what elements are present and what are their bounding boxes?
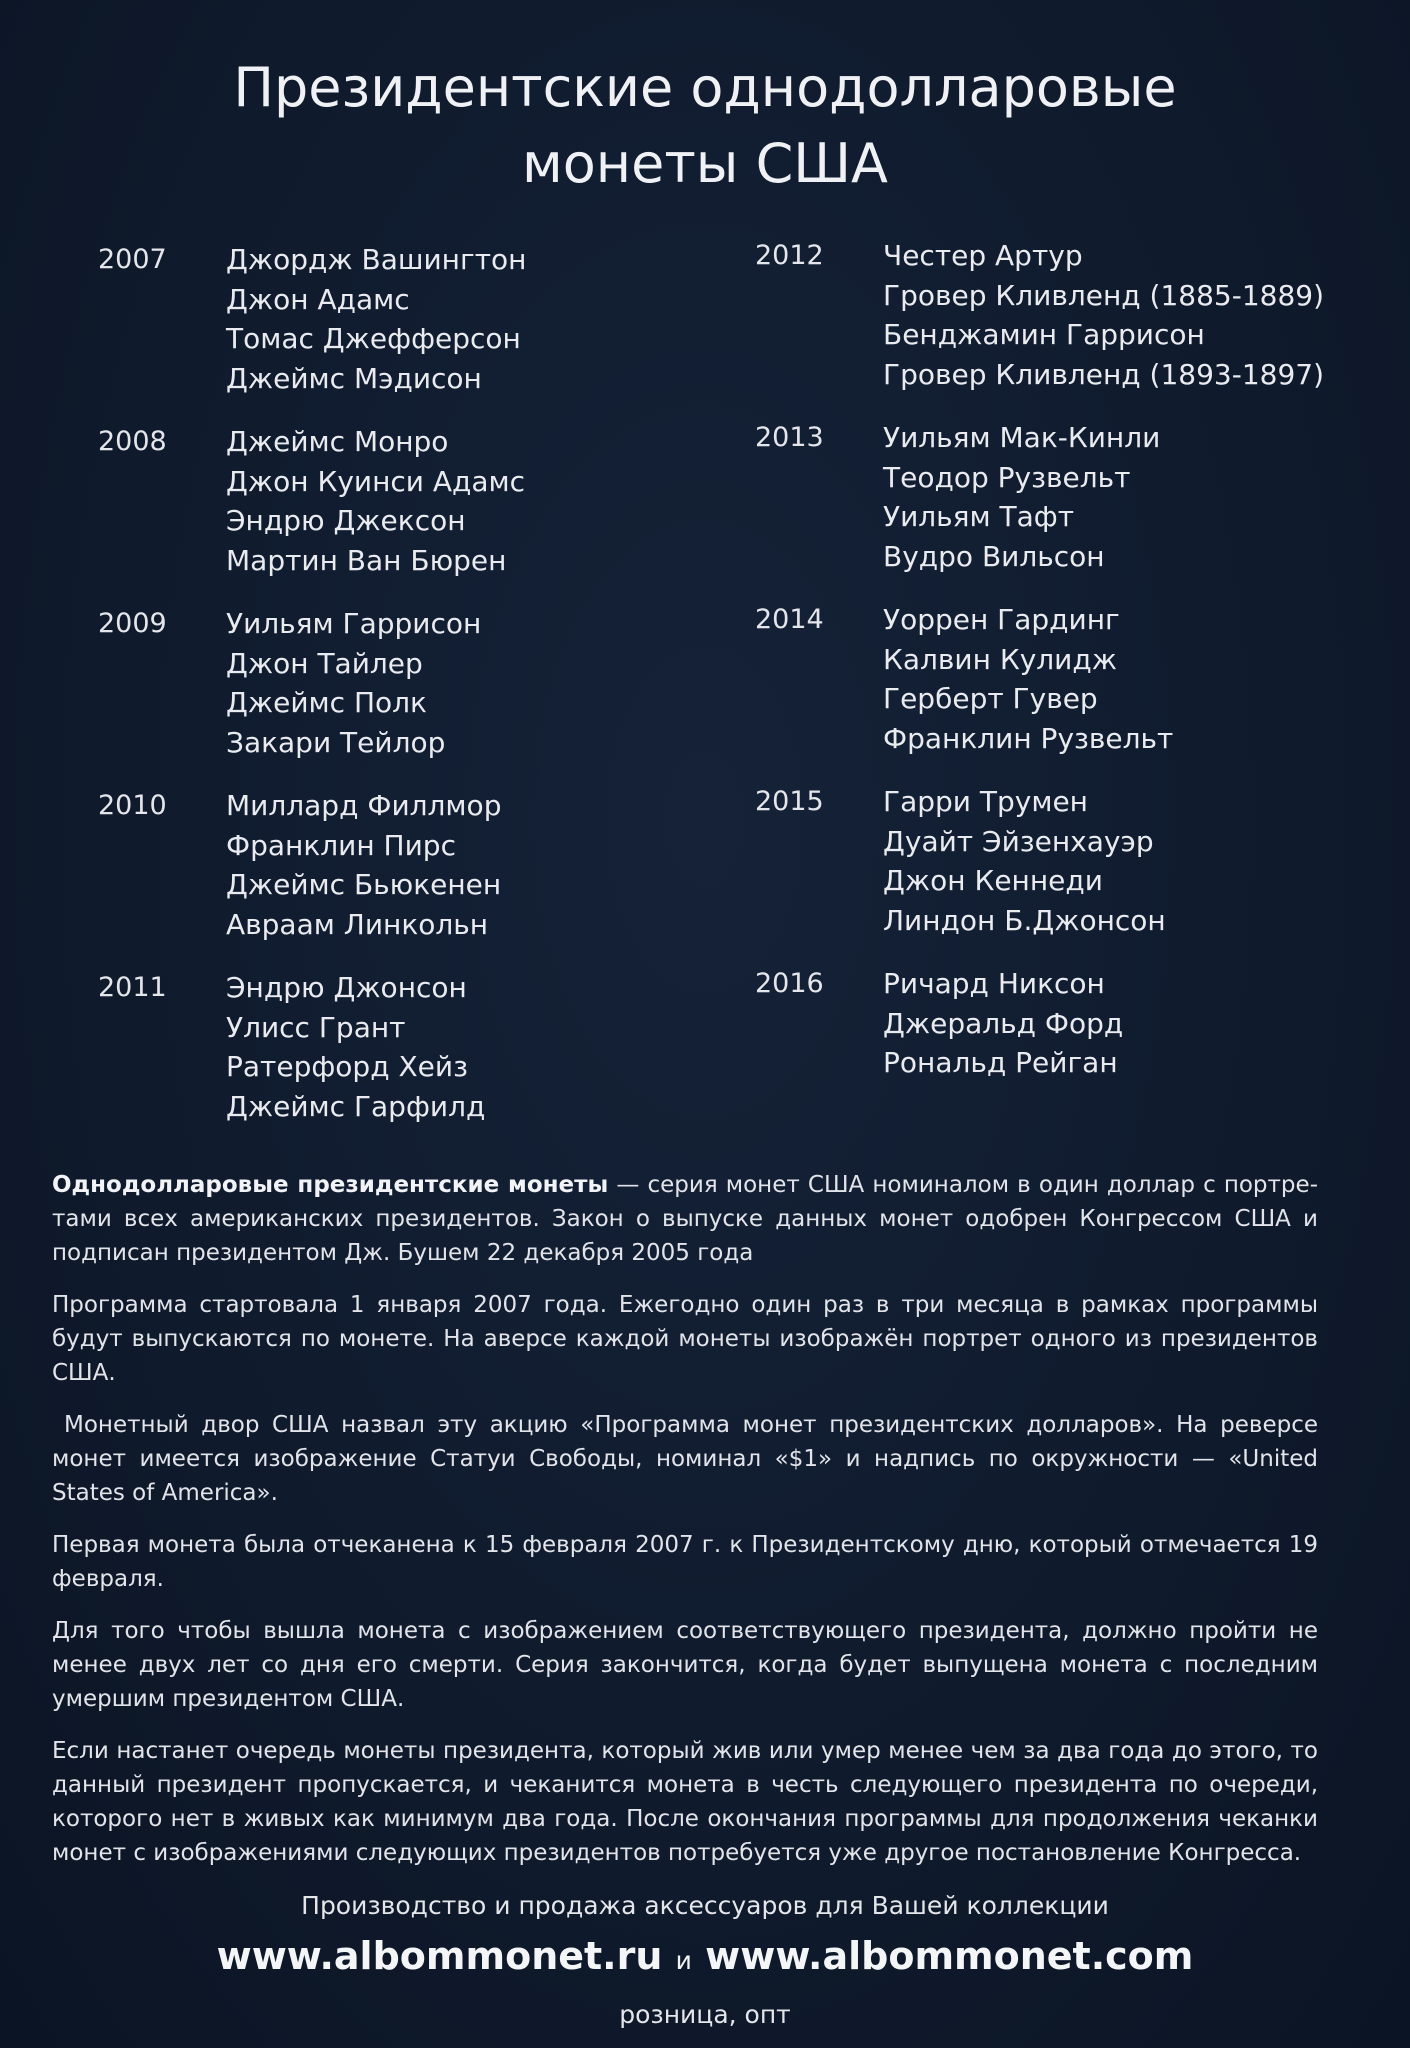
president-name: Гарри Трумен — [883, 785, 1088, 818]
president-name: Гровер Кливленд (1893-1897) — [883, 357, 1325, 391]
link-albommonet-com[interactable]: www.albommonet.com — [705, 1934, 1194, 1978]
year-group-2016 — [755, 964, 1324, 1083]
president-name: Дуайт Эйзенхауэр — [883, 824, 1154, 858]
year-group-2007 — [98, 240, 526, 398]
year-label: 2016 — [755, 968, 824, 999]
presidents-list — [0, 240, 1410, 1140]
president-names — [226, 604, 481, 762]
president-name: Теодор Рузвельт — [883, 460, 1131, 494]
year-label: 2012 — [755, 240, 824, 271]
president-name: Уильям Мак-Кинли — [883, 421, 1161, 454]
president-name: Миллард Филлмор — [226, 789, 502, 822]
paragraph-1-bold: Однодолларовые президентские монеты — [52, 1172, 609, 1198]
footer-and: и — [675, 1946, 692, 1975]
right-column — [755, 236, 1324, 1107]
year-label: 2009 — [98, 608, 167, 639]
paragraph-2: Программа стартовала 1 января 2007 года. Ежегодно один раз в три месяца в рамках программы будут выпускаются по монете. На аверсе каждой монеты изображён портрет одного из президентов США. — [52, 1292, 1318, 1386]
president-name: Честер Артур — [883, 239, 1083, 272]
president-name: Франклин Рузвельт — [883, 721, 1174, 755]
president-names — [883, 600, 1173, 758]
president-name: Джордж Вашингтон — [226, 243, 527, 276]
year-group-2009 — [98, 604, 526, 762]
page-title — [0, 50, 1410, 202]
paragraph-5: Для того чтобы вышла монета с изображением соответствующего президента, должно пройти не менее двух лет со дня его смерти. Серия закончится, когда будет выпущена монета с последним умершим президентом США. — [52, 1618, 1318, 1712]
president-name: Калвин Кулидж — [883, 642, 1117, 676]
title-line-1: Президентские однодолларовые — [233, 56, 1177, 119]
president-name: Джон Кеннеди — [883, 864, 1103, 897]
president-names — [226, 786, 501, 944]
year-label: 2011 — [98, 972, 167, 1003]
year-label: 2007 — [98, 244, 167, 275]
president-name: Улисс Грант — [226, 1010, 406, 1044]
president-name: Уоррен Гардинг — [883, 603, 1120, 636]
president-names — [883, 782, 1166, 940]
year-label: 2015 — [755, 786, 824, 817]
year-group-2013 — [755, 418, 1324, 576]
president-names — [226, 240, 526, 398]
president-name: Джон Куинси Адамс — [226, 464, 526, 498]
president-names — [883, 418, 1160, 576]
president-name: Джон Адамс — [226, 282, 410, 316]
year-label: 2010 — [98, 790, 167, 821]
president-name: Мартин Ван Бюрен — [226, 543, 507, 577]
paragraph-6: Если настанет очередь монеты президента, который жив или умер менее чем за два года до этого, то данный президент пропускается, и чеканится монета в честь следующего президента по очереди, которого нет в живых как минимум два года. После окончания программы для продолжения чеканки монет с изображениями следующих президентов потребуется уже другое постановление Конгресса. — [52, 1738, 1318, 1866]
president-name: Авраам Линкольн — [226, 907, 489, 941]
link-albommonet-ru[interactable]: www.albommonet.ru — [216, 1934, 663, 1978]
president-name: Рональд Рейган — [883, 1046, 1118, 1079]
president-name: Гровер Кливленд (1885-1889) — [883, 278, 1325, 312]
year-group-2014 — [755, 600, 1324, 758]
paragraph-1-text: — серия монет США номиналом в один доллар с портретами всех американских президентов. Закон о выпуске данных монет одобрен Конгрессом США и подписан президентом Дж. Бушем 22 декабря 2005 года — [52, 1172, 1318, 1266]
president-name: Линдон Б.Джонсон — [883, 903, 1166, 937]
president-name: Джеймс Монро — [226, 425, 449, 458]
title-line-2: монеты США — [522, 132, 888, 195]
president-name: Уильям Гаррисон — [226, 607, 482, 640]
footer-tagline: Производство и продажа аксессуаров для Вашей коллекции — [301, 1891, 1109, 1920]
president-name: Джеральд Форд — [883, 1006, 1124, 1040]
president-name: Герберт Гувер — [883, 682, 1098, 715]
footer — [0, 1888, 1410, 2033]
year-group-2010 — [98, 786, 526, 944]
president-names — [883, 236, 1324, 394]
president-name: Джеймс Мэдисон — [226, 361, 482, 395]
paragraph-4: Первая монета была отчеканена к 15 февраля 2007 г. к Президентскому дню, который отмечается 19 февраля. — [52, 1532, 1318, 1592]
president-name: Джеймс Полк — [226, 686, 427, 719]
president-name: Ратерфорд Хейз — [226, 1050, 468, 1083]
president-name: Закари Тейлор — [226, 725, 446, 759]
left-column — [98, 240, 526, 1150]
president-names — [226, 422, 525, 580]
president-name: Томас Джефферсон — [226, 322, 521, 355]
president-name: Ричард Никсон — [883, 967, 1105, 1000]
president-name: Франклин Пирс — [226, 828, 456, 862]
president-name: Уильям Тафт — [883, 500, 1075, 533]
year-group-2008 — [98, 422, 526, 580]
year-group-2011 — [98, 968, 526, 1126]
year-label: 2014 — [755, 604, 824, 635]
paragraph-1 — [52, 1168, 1318, 1270]
year-group-2012 — [755, 236, 1324, 394]
footer-retail-wholesale: розница, опт — [619, 2000, 791, 2029]
president-names — [226, 968, 485, 1126]
president-name: Джеймс Бьюкенен — [226, 868, 502, 901]
year-label: 2008 — [98, 426, 167, 457]
paragraph-3: Монетный двор США назвал эту акцию «Программа монет президентских долларов». На реверсе монет имеется изображение Статуи Свободы, номинал «$1» и надпись по окружности — «United States of America». — [52, 1412, 1318, 1506]
president-name: Эндрю Джексон — [226, 504, 466, 537]
president-name: Вудро Вильсон — [883, 539, 1105, 573]
president-names — [883, 964, 1123, 1083]
president-name: Джон Тайлер — [226, 646, 423, 680]
footer-links — [0, 1928, 1410, 1989]
president-name: Джеймс Гарфилд — [226, 1089, 486, 1123]
year-label: 2013 — [755, 422, 824, 453]
year-group-2015 — [755, 782, 1324, 940]
description — [52, 1168, 1318, 1888]
president-name: Эндрю Джонсон — [226, 971, 467, 1004]
president-name: Бенджамин Гаррисон — [883, 318, 1205, 351]
